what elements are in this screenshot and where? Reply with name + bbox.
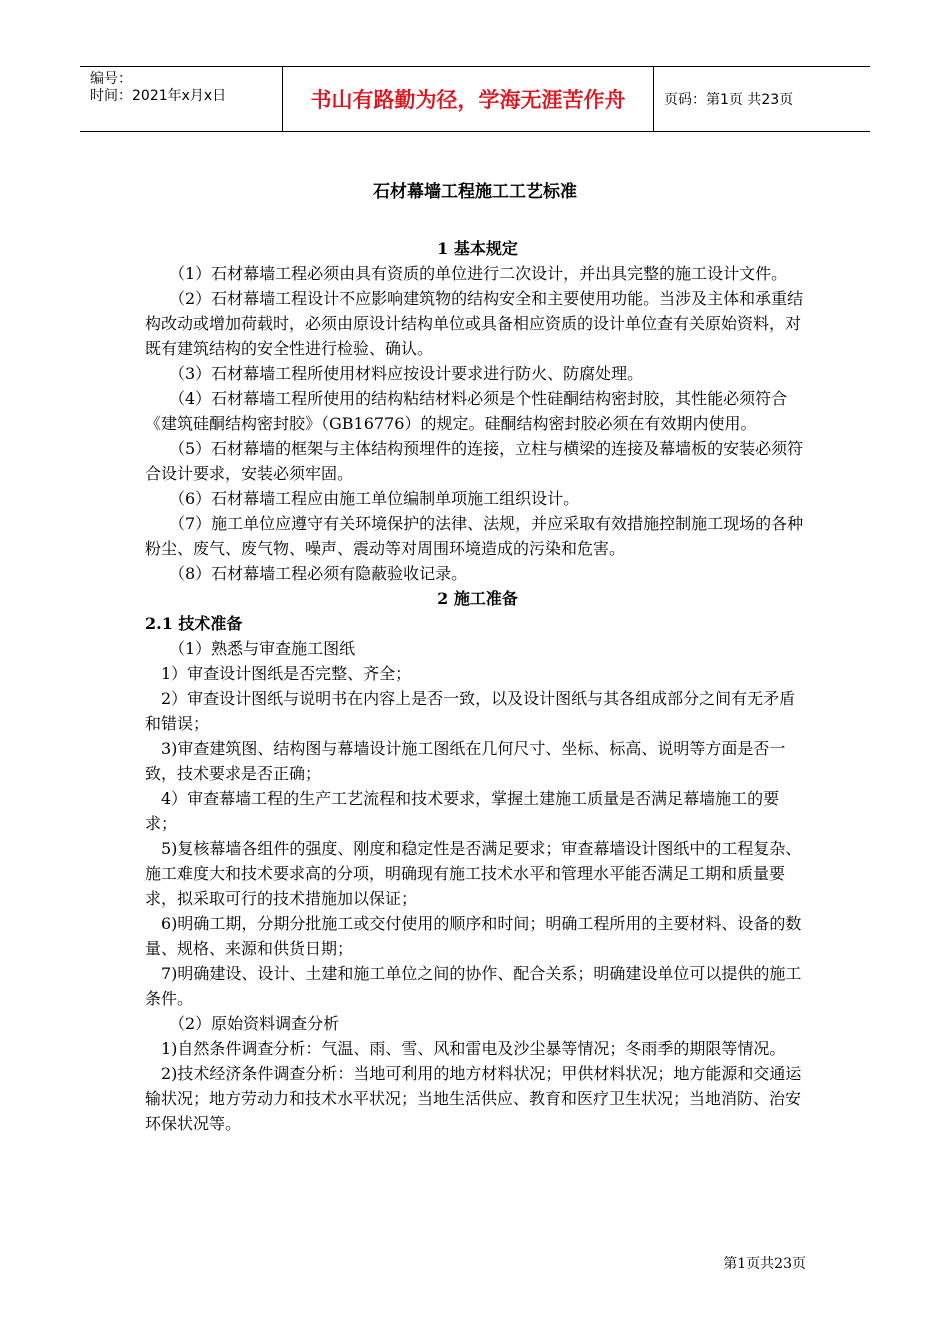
document-number-label: 编号： [90, 71, 132, 87]
header-motto: 书山有路勤为径，学海无涯苦作舟 [282, 67, 654, 131]
list-item: 1)自然条件调查分析：气温、雨、雪、风和雷电及沙尘暴等情况；冬雨季的期限等情况。 [161, 1039, 786, 1058]
paragraph: （5）石材幕墙的框架与主体结构预埋件的连接，立柱与横梁的连接及幕墙板的安装必须符合设计要求，安装必须牢固。 [145, 439, 804, 483]
paragraph: （6）石材幕墙工程应由施工单位编制单项施工组织设计。 [169, 489, 580, 508]
list-item: 7)明确建设、设计、土建和施工单位之间的协作、配合关系；明确建设单位可以提供的施工条件。 [145, 964, 802, 1008]
document-body [145, 236, 810, 1136]
document-date: 时间：2021年x月x日 [90, 88, 227, 104]
paragraph: （3）石材幕墙工程所使用材料应按设计要求进行防火、防腐处理。 [169, 364, 644, 383]
paragraph: （7）施工单位应遵守有关环境保护的法律、法规，并应采取有效措施控制施工现场的各种粉尘、废气、废气物、噪声、震动等对周围环境造成的污染和危害。 [145, 514, 804, 558]
section-2-heading: 2 施工准备 [437, 589, 518, 608]
header-page-info: 页码：第1页 共23页 [664, 92, 794, 108]
paragraph: （4）石材幕墙工程所使用的结构粘结材料必须是个性硅酮结构密封胶，其性能必须符合《建筑硅酮结构密封胶》（GB16776）的规定。硅酮结构密封胶必须在有效期内使用。 [145, 389, 788, 433]
document-title: 石材幕墙工程施工工艺标准 [373, 182, 577, 202]
group-title: （2）原始资料调查分析 [169, 1014, 340, 1033]
list-item: 6)明确工期，分期分批施工或交付使用的顺序和时间；明确工程所用的主要材料、设备的数量、规格、来源和供货日期； [145, 914, 802, 958]
list-item: 3)审查建筑图、结构图与幕墙设计施工图纸在几何尺寸、坐标、标高、说明等方面是否一致，技术要求是否正确； [145, 739, 786, 783]
paragraph: （8）石材幕墙工程必须有隐蔽验收记录。 [169, 564, 468, 583]
section-1-heading: 1 基本规定 [437, 239, 518, 258]
page-header [80, 66, 870, 132]
group-title: （1）熟悉与审查施工图纸 [169, 639, 356, 658]
paragraph: （2）石材幕墙工程设计不应影响建筑物的结构安全和主要使用功能。当涉及主体和承重结构改动或增加荷载时，必须由原设计结构单位或具备相应资质的设计单位查有关原始资料，对既有建筑结构的安全性进行检验、确认。 [145, 289, 804, 358]
header-meta [80, 67, 282, 131]
page-footer: 第1页共23页 [723, 1256, 806, 1272]
list-item: 2)技术经济条件调查分析：当地可利用的地方材料状况；甲供材料状况；地方能源和交通运输状况；地方劳动力和技术水平状况；当地生活供应、教育和医疗卫生状况；当地消防、治安环保状况等。 [145, 1064, 802, 1133]
list-item: 4）审查幕墙工程的生产工艺流程和技术要求，掌握土建施工质量是否满足幕墙施工的要求； [145, 789, 780, 833]
list-item: 2）审查设计图纸与说明书在内容上是否一致，以及设计图纸与其各组成部分之间有无矛盾和错误； [145, 689, 796, 733]
paragraph: （1）石材幕墙工程必须由具有资质的单位进行二次设计，并出具完整的施工设计文件。 [169, 264, 788, 283]
subsection-heading: 2.1 技术准备 [145, 614, 243, 633]
list-item: 5)复核幕墙各组件的强度、刚度和稳定性是否满足要求；审查幕墙设计图纸中的工程复杂、施工难度大和技术要求高的分项，明确现有施工技术水平和管理水平能否满足工期和质量要求，拟采取可行的技术措施加以保证； [145, 839, 802, 908]
list-item: 1）审查设计图纸是否完整、齐全； [161, 664, 412, 683]
